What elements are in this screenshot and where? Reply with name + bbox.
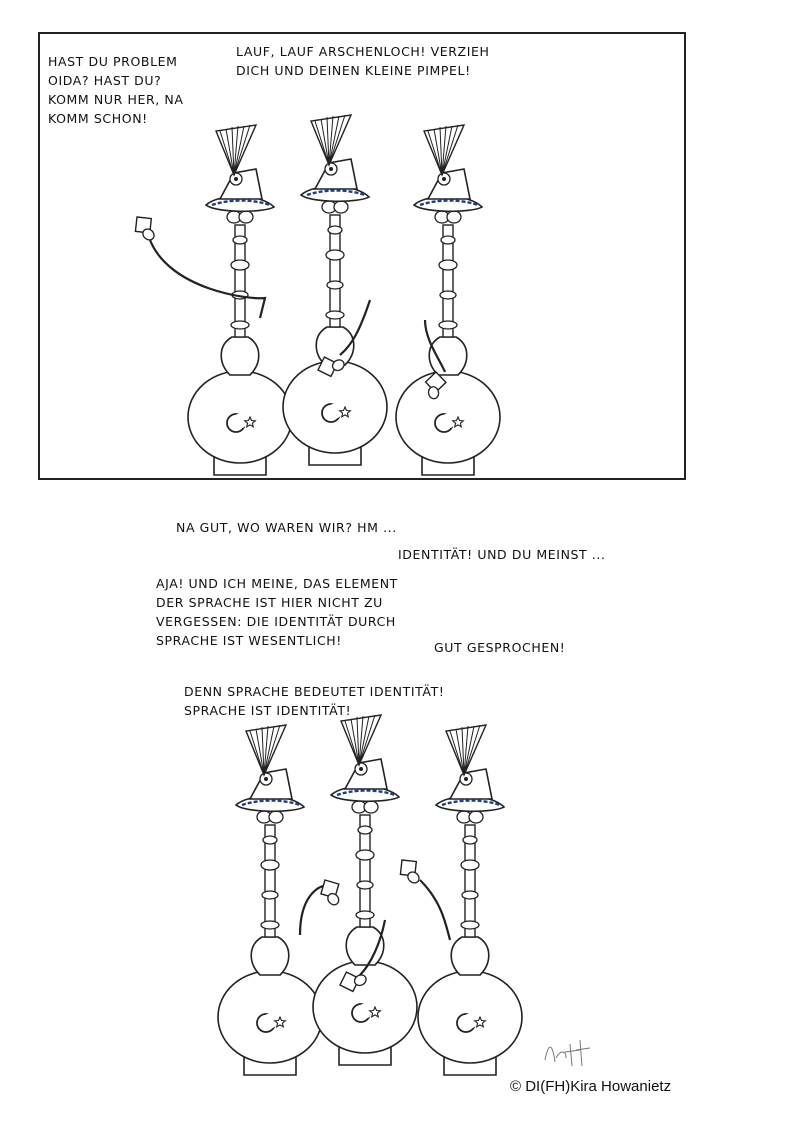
dialogue-line-5: DENN SPRACHE BEDEUTET IDENTITÄT! SPRACHE IST IDENTITÄT! — [184, 684, 445, 718]
dialogue-line-4: GUT GESPROCHEN! — [434, 640, 566, 655]
dialogue-line-1: NA GUT, WO WAREN WIR? HM ... — [176, 520, 397, 535]
mouthpiece-top-left — [129, 211, 162, 243]
speech-bubble-center: LAUF, LAUF ARSCHENLOCH! VERZIEH DICH UND DEINEN KLEINE PIMPEL! — [236, 44, 490, 78]
copyright-notice: © DI(FH)Kira Howanietz — [510, 1078, 672, 1095]
artist-signature — [545, 1040, 590, 1066]
shisha-character-top-left — [188, 125, 292, 475]
speech-bubble-left: HAST DU PROBLEM OIDA? HAST DU? KOMM NUR HER, NA KOMM SCHON! — [48, 54, 184, 126]
dialogue-line-2: IDENTITÄT! UND DU MEINST ... — [398, 547, 606, 562]
dialogue-line-3: AJA! UND ICH MEINE, DAS ELEMENT DER SPRACHE IST HIER NICHT ZU VERGESSEN: DIE IDENTITÄT DURCH SPRACHE IST WESENTLICH! — [156, 576, 398, 648]
shisha-character-top-center — [283, 115, 387, 465]
hose-top-left — [150, 240, 265, 318]
hose-bottom-right — [420, 880, 450, 940]
shisha-character-bottom-right — [418, 725, 522, 1075]
shisha-character-top-right — [396, 125, 500, 475]
mouthpiece-bottom-left — [316, 875, 348, 908]
